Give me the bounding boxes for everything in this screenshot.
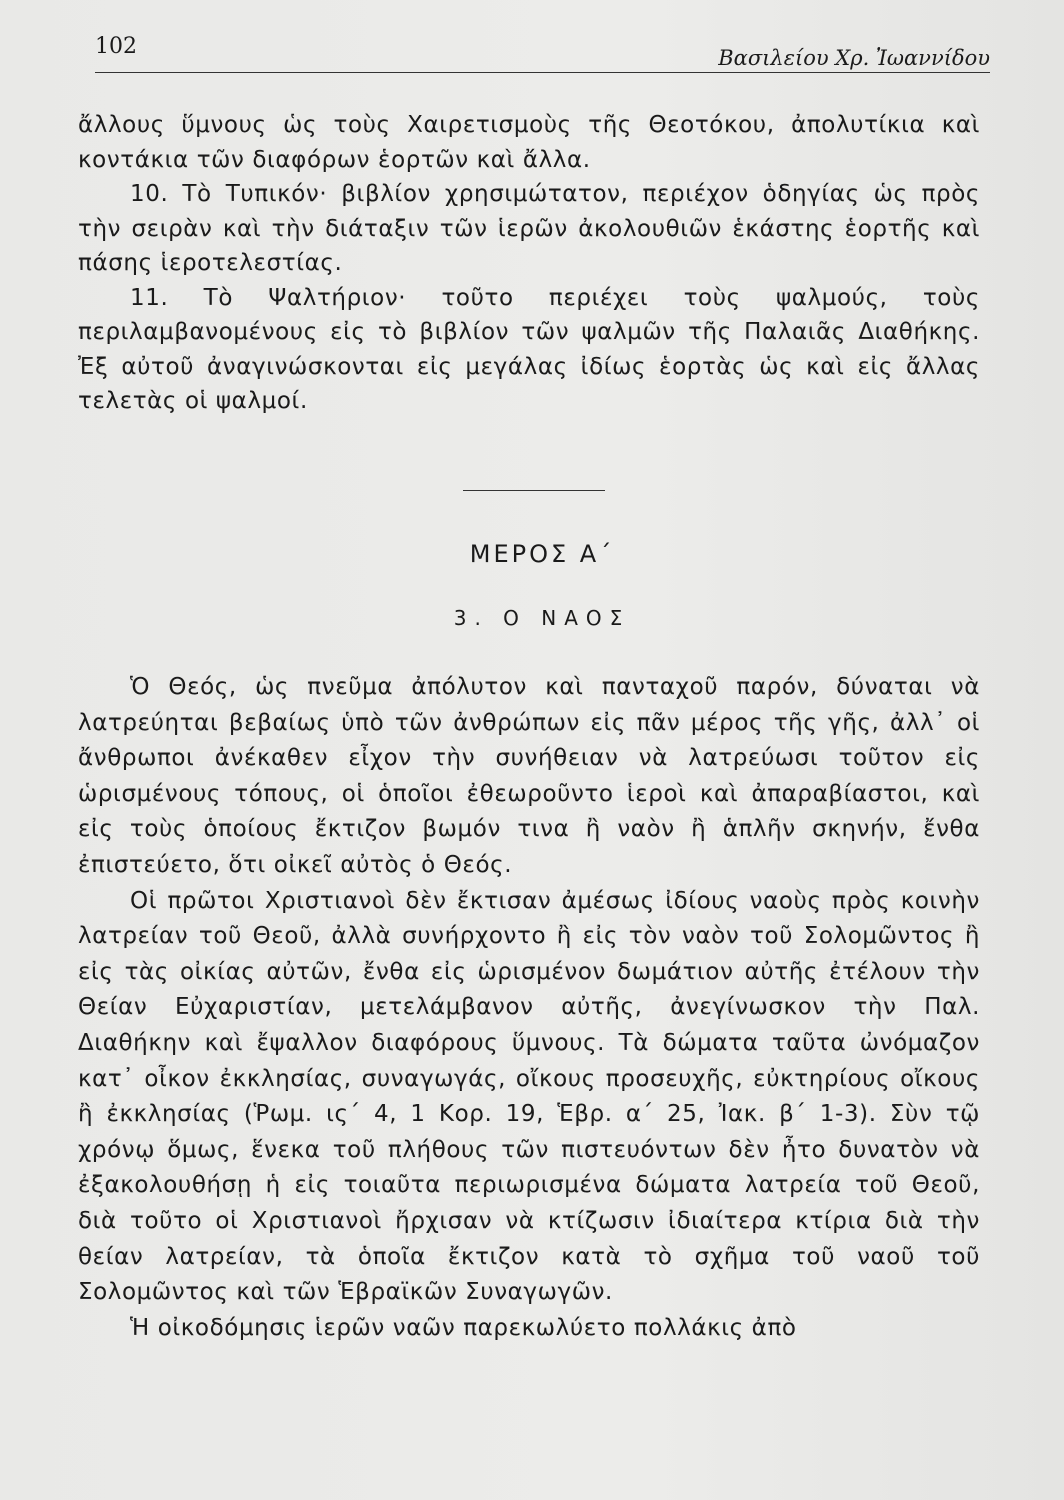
book-list-continuation	[78, 108, 980, 419]
page-header	[95, 28, 990, 73]
paragraph: 11. Τὸ Ψαλτήριον· τοῦτο περιέχει τοὺς ψαλμούς, τοὺς περιλαμβανομένους εἰς τὸ βιβλίον τῶν ψαλμῶν τῆς Παλαιᾶς Διαθήκης. Ἐξ αὐτοῦ ἀναγινώσκονται εἰς μεγάλας ἰδίως ἑορτὰς ὡς καὶ εἰς ἄλλας τελετὰς οἱ ψαλμοί.	[78, 284, 980, 414]
section-title: 3. Ο ΝΑΟΣ	[453, 606, 631, 630]
part-title: ΜΕΡΟΣ Α΄	[469, 540, 615, 568]
running-head: Βασιλείου Χρ. Ἰωαννίδου	[718, 46, 990, 70]
paragraph: ἄλλους ὕμνους ὡς τοὺς Χαιρετισμοὺς τῆς Θεοτόκου, ἀπολυτίκια καὶ κοντάκια τῶν διαφόρων ἑορτῶν καὶ ἄλλα.	[78, 112, 980, 173]
page-number: 102	[95, 34, 137, 59]
paragraph: 10. Τὸ Τυπικόν· βιβλίον χρησιμώτατον, περιέχον ὁδηγίας ὡς πρὸς τὴν σειρὰν καὶ τὴν διάταξιν τῶν ἱερῶν ἀκολουθιῶν ἑκάστης ἑορτῆς καὶ πάσης ἱεροτελεστίας.	[78, 181, 980, 276]
section-body	[78, 670, 980, 1346]
paragraph: Ἡ οἰκοδόμησις ἱερῶν ναῶν παρεκωλύετο πολλάκις ἀπὸ	[130, 1314, 797, 1341]
section-divider	[463, 490, 605, 491]
paragraph: Οἱ πρῶτοι Χριστιανοὶ δὲν ἔκτισαν ἀμέσως ἰδίους ναοὺς πρὸς κοινὴν λατρείαν τοῦ Θεοῦ, ἀλλὰ συνήρχοντο ἢ εἰς τὸν ναὸν τοῦ Σολομῶντος ἢ εἰς τὰς οἰκίας αὐτῶν, ἔνθα εἰς ὡρισμένον δωμάτιον αὐτῆς ἐτέλουν τὴν Θείαν Εὐχαριστίαν, μετελάμβανον αὐτῆς, ἀνεγίνωσκον τὴν Παλ. Διαθήκην καὶ ἔψαλλον διαφόρους ὕμνους. Τὰ δώματα ταῦτα ὠνόμαζον κατ᾽ οἶκον ἐκκλησίας, συναγωγάς, οἴκους προσευχῆς, εὐκτηρίους οἴκους ἢ ἐκκλησίας (Ῥωμ. ις΄ 4, 1 Κορ. 19, Ἑβρ. α΄ 25, Ἰακ. β΄ 1-3). Σὺν τῷ χρόνῳ ὅμως, ἕνεκα τοῦ πλήθους τῶν πιστευόντων δὲν ἦτο δυνατὸν νὰ ἐξακολουθήσῃ ἡ εἰς τοιαῦτα περιωρισμένα δώματα λατρεία τοῦ Θεοῦ, διὰ τοῦτο οἱ Χριστιανοὶ ἤρχισαν νὰ κτίζωσιν ἰδιαίτερα κτίρια διὰ τὴν θείαν λατρείαν, τὰ ὁποῖα ἔκτιζον κατὰ τὸ σχῆμα τοῦ ναοῦ τοῦ Σολομῶντος καὶ τῶν Ἑβραϊκῶν Συναγωγῶν.	[78, 887, 980, 1306]
paragraph: Ὁ Θεός, ὡς πνεῦμα ἀπόλυτον καὶ πανταχοῦ παρόν, δύναται νὰ λατρεύηται βεβαίως ὑπὸ τῶν ἀνθρώπων εἰς πᾶν μέρος τῆς γῆς, ἀλλ᾽ οἱ ἄνθρωποι ἀνέκαθεν εἶχον τὴν συνήθειαν νὰ λατρεύωσι τοῦτον εἰς ὡρισμένους τόπους, οἱ ὁποῖοι ἐθεωροῦντο ἱεροὶ καὶ ἀπαραβίαστοι, καὶ εἰς τοὺς ὁποίους ἔκτιζον βωμόν τινα ἢ ναὸν ἢ ἁπλῆν σκηνήν, ἔνθα ἐπιστεύετο, ὅτι οἰκεῖ αὐτὸς ὁ Θεός.	[78, 674, 980, 878]
